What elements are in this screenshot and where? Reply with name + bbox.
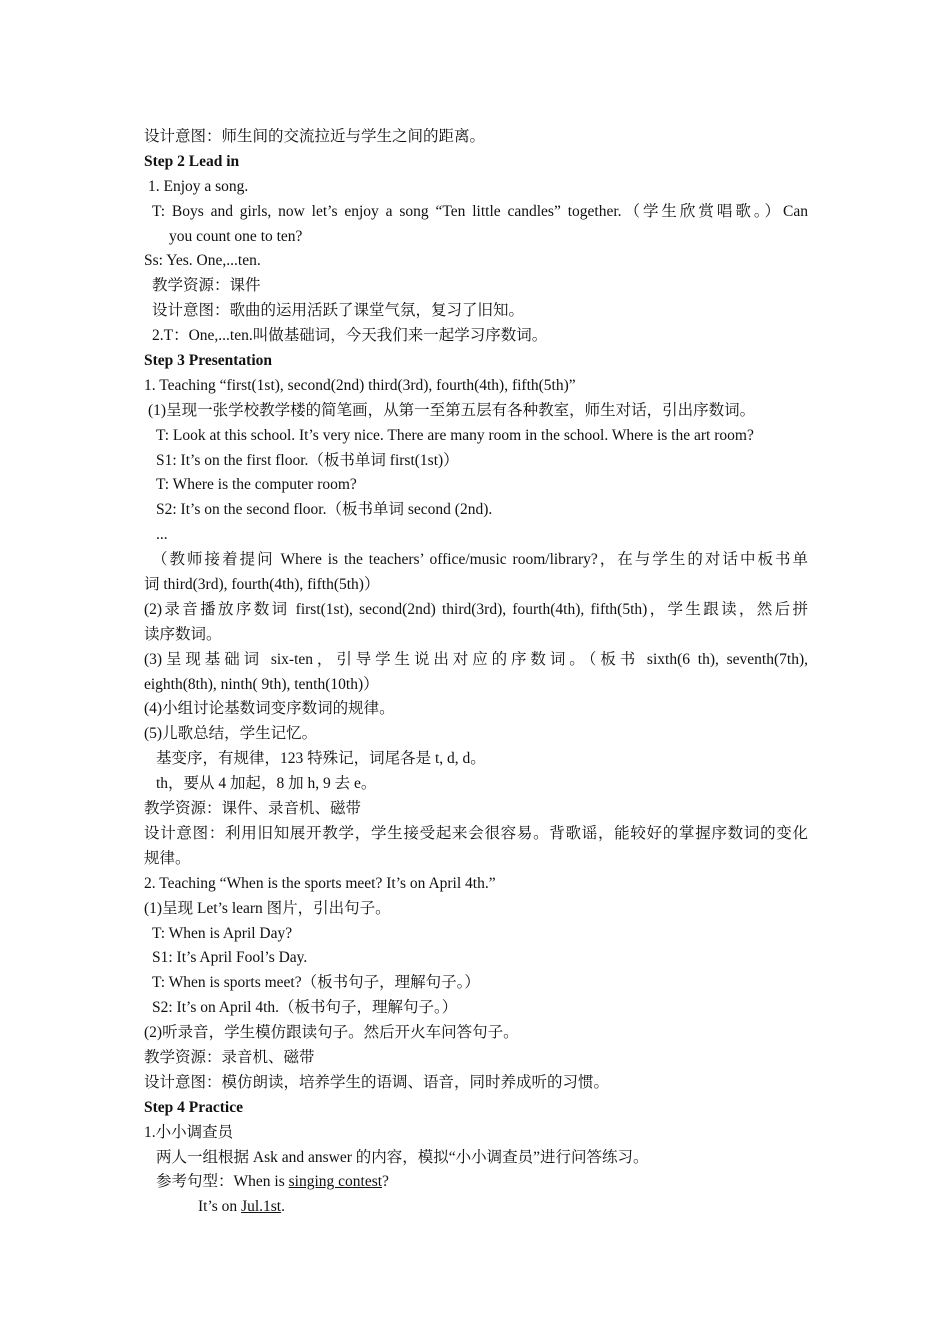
reference-answer-prefix: It’s on [198,1198,242,1216]
reference-question-prefix: 参考句型：When is [156,1173,289,1191]
paragraph: eighth(8th), ninth( 9th), tenth(10th)） [144,675,379,693]
reference-question [144,1170,808,1195]
reference-question-underlined: singing contest [288,1173,383,1191]
reference-answer [144,1195,808,1220]
paragraph: 1. Enjoy a song. [148,177,249,195]
paragraph: T: When is April Day? [152,924,293,942]
paragraph: (3)呈现基础词 six-ten，引导学生说出对应的序数词。（板书 sixth(6 th), seventh(7th), [144,650,808,668]
paragraph: S2: It’s on the second floor.（板书单词 second (2nd). [156,501,493,519]
heading-step-3: Step 3 Presentation [144,352,273,370]
heading-step-2: Step 2 Lead in [144,152,240,170]
paragraph: (2)录音播放序数词 first(1st), second(2nd) third(3rd), fourth(4th), fifth(5th)，学生跟读，然后拼 [144,600,808,618]
paragraph: 1. Teaching “first(1st), second(2nd) third(3rd), fourth(4th), fifth(5th)” [144,376,576,394]
heading-step-4: Step 4 Practice [144,1098,243,1116]
paragraph: T: When is sports meet?（板书句子，理解句子。） [152,974,480,992]
paragraph: 2.T：One,...ten.叫做基础词，今天我们来一起学习序数词。 [152,327,548,345]
paragraph: (4)小组讨论基数词变序数词的规律。 [144,700,395,718]
paragraph: ... [156,526,168,544]
paragraph: (1)呈现 Let’s learn 图片，引出句子。 [144,899,391,917]
paragraph: （教师接着提问 Where is the teachers’ office/music room/library?，在与学生的对话中板书单 [152,551,808,569]
reference-question-suffix: ? [382,1173,389,1191]
document-body [144,125,808,1220]
paragraph: 教学资源：课件 [152,277,261,295]
paragraph: 设计意图：利用旧知展开教学，学生接受起来会很容易。背歌谣，能较好的掌握序数词的变化 [144,824,808,842]
paragraph: you count one to ten? [169,227,303,245]
paragraph: 2. Teaching “When is the sports meet? It’s on April 4th.” [144,874,496,892]
paragraph: T: Look at this school. It’s very nice. There are many room in the school. Where is the art room? [156,426,754,444]
paragraph: 1.小小调查员 [144,1123,234,1141]
paragraph: 设计意图：师生间的交流拉近与学生之间的距离。 [144,128,486,145]
paragraph: S1: It’s April Fool’s Day. [152,949,308,967]
paragraph: 设计意图：歌曲的运用活跃了课堂气氛，复习了旧知。 [152,302,525,320]
paragraph: Ss: Yes. One,...ten. [144,252,261,270]
paragraph: 词 third(3rd), fourth(4th), fifth(5th)） [144,576,380,594]
paragraph: (1)呈现一张学校教学楼的简笔画，从第一至第五层有各种教室，师生对话，引出序数词。 [148,401,756,419]
paragraph: 两人一组根据 Ask and answer 的内容，模拟“小小调查员”进行问答练习。 [156,1148,649,1166]
reference-answer-suffix: . [281,1198,285,1216]
paragraph: 读序数词。 [144,625,222,643]
paragraph: th，要从 4 加起，8 加 h, 9 去 e。 [156,775,377,793]
paragraph: 教学资源：录音机、磁带 [144,1048,315,1066]
paragraph: T: Where is the computer room? [156,476,357,494]
paragraph: 教学资源：课件、录音机、磁带 [144,800,362,818]
paragraph: (5)儿歌总结，学生记忆。 [144,725,318,743]
paragraph: 规律。 [144,849,191,867]
paragraph: (2)听录音，学生模仿跟读句子。然后开火车问答句子。 [144,1024,519,1042]
paragraph: T: Boys and girls, now let’s enjoy a song “Ten little candles” together.（学生欣赏唱歌。）Can [152,202,808,220]
reference-answer-underlined: Jul.1st [241,1198,282,1216]
paragraph: S2: It’s on April 4th.（板书句子，理解句子。） [152,999,458,1017]
paragraph: 基变序，有规律，123 特殊记，词尾各是 t, d, d。 [156,750,486,768]
paragraph: 设计意图：模仿朗读，培养学生的语调、语音，同时养成听的习惯。 [144,1073,610,1091]
paragraph: S1: It’s on the first floor.（板书单词 first(1st)） [156,451,459,469]
